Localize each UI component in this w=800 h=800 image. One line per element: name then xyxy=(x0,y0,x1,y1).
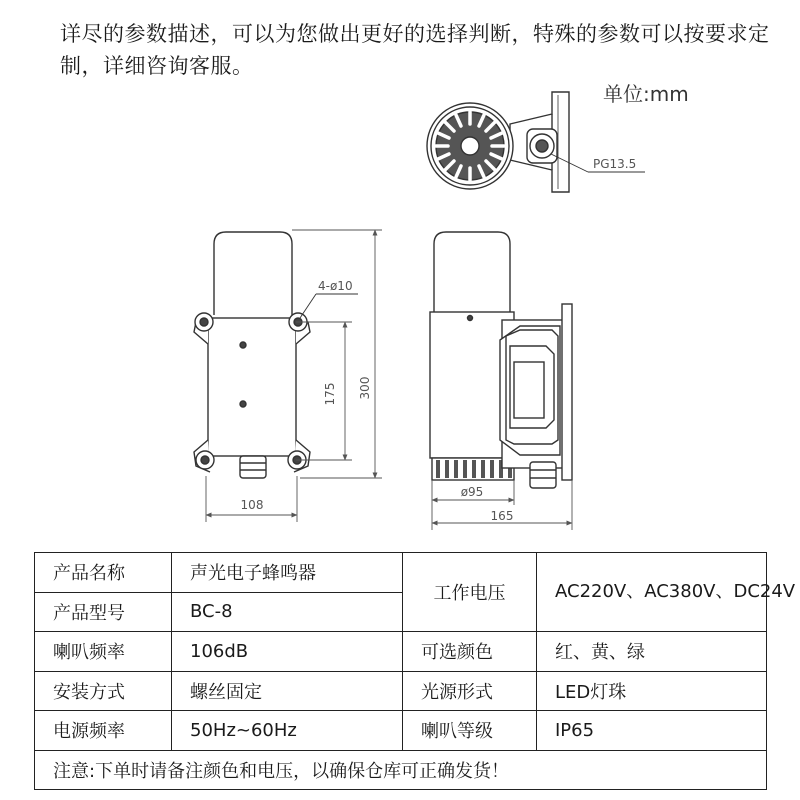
voltage-value: AC220V、AC380V、DC24V xyxy=(537,553,767,632)
model-label: 产品型号 xyxy=(35,592,172,632)
intro-text: 详尽的参数描述，可以为您做出更好的选择判断，特殊的参数可以按要求定制，详细咨询客服。 xyxy=(60,22,770,78)
table-row xyxy=(35,671,767,711)
power-frequency-label: 电源频率 xyxy=(35,711,172,751)
protection-grade-label: 喇叭等级 xyxy=(403,711,537,751)
spec-table xyxy=(34,552,796,790)
dim-108: 108 xyxy=(240,498,264,512)
table-row xyxy=(35,750,767,790)
dim-95: ø95 xyxy=(460,485,484,499)
front-view xyxy=(194,232,358,478)
side-view xyxy=(430,232,572,488)
mount-method-value: 螺丝固定 xyxy=(172,671,403,711)
table-row xyxy=(35,553,767,593)
horn-frequency-label: 喇叭频率 xyxy=(35,632,172,672)
table-row xyxy=(35,711,767,751)
color-options-label: 可选颜色 xyxy=(403,632,537,672)
light-source-label: 光源形式 xyxy=(403,671,537,711)
voltage-label: 工作电压 xyxy=(403,553,537,632)
product-name-value: 声光电子蜂鸣器 xyxy=(172,553,403,593)
protection-grade-value: IP65 xyxy=(537,711,767,751)
dim-300: 300 xyxy=(358,376,372,400)
horn-frequency-value: 106dB xyxy=(172,632,403,672)
model-value: BC-8 xyxy=(172,592,403,632)
light-source-value: LED灯珠 xyxy=(537,671,767,711)
top-view xyxy=(427,92,645,192)
dim-175: 175 xyxy=(323,382,337,406)
order-note: 注意:下单时请备注颜色和电压，以确保仓库可正确发货！ xyxy=(35,750,767,790)
hole-spec-label: 4-ø10 xyxy=(318,279,353,293)
table-row xyxy=(35,632,767,672)
mount-method-label: 安装方式 xyxy=(35,671,172,711)
power-frequency-value: 50Hz~60Hz xyxy=(172,711,403,751)
pg-thread-label: PG13.5 xyxy=(593,157,637,171)
product-name-label: 产品名称 xyxy=(35,553,172,593)
color-options-value: 红、黄、绿 xyxy=(537,632,767,672)
dim-165: 165 xyxy=(490,509,514,523)
unit-label: 单位:mm xyxy=(603,82,689,106)
